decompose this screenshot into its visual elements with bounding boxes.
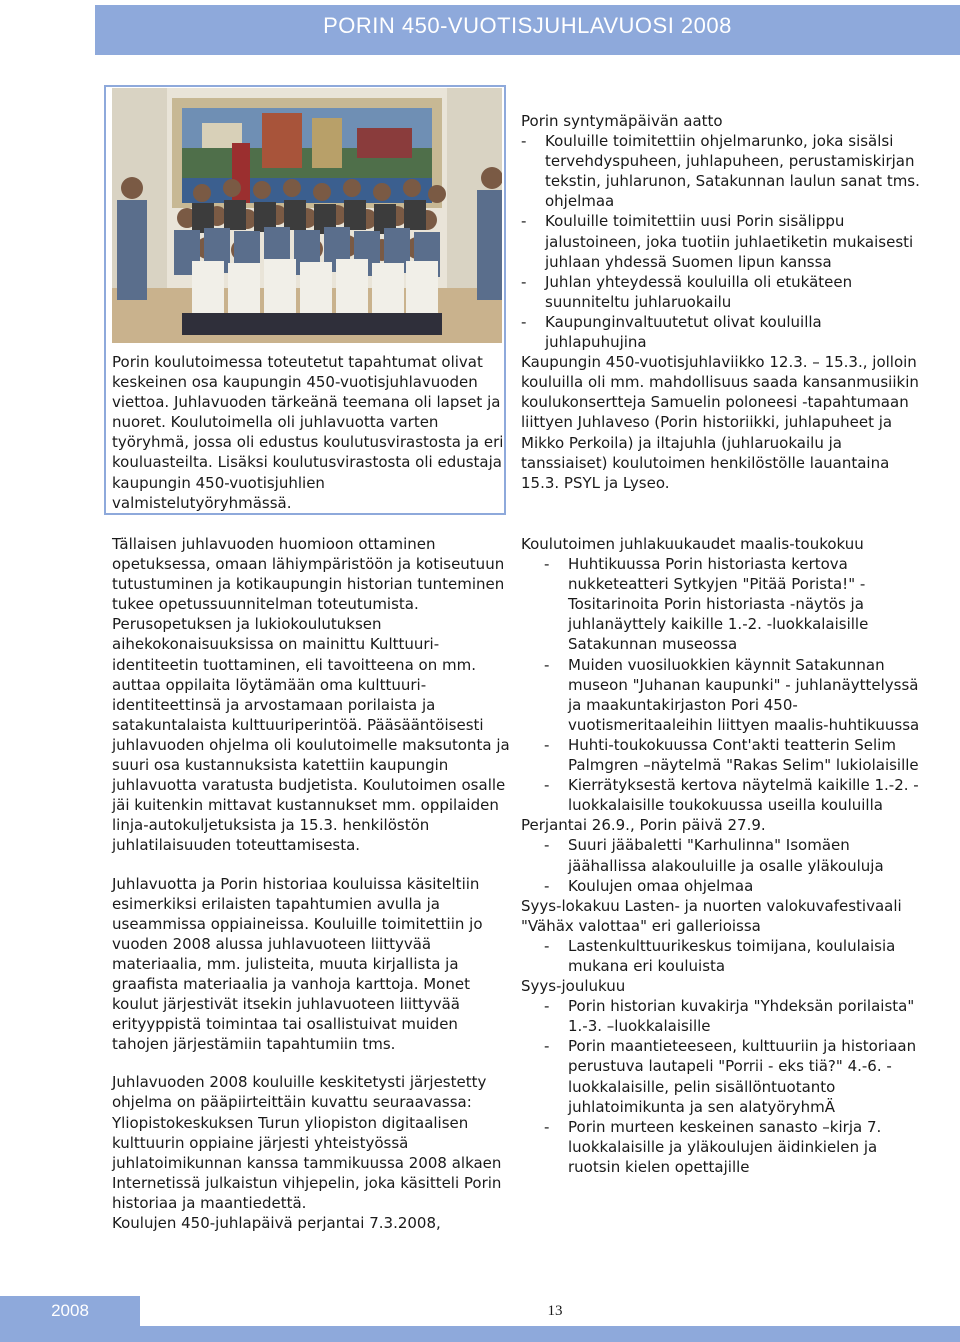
section-title-aatto: Porin syntymäpäivän aatto bbox=[521, 112, 723, 130]
page-header bbox=[95, 5, 960, 55]
right-column-top bbox=[521, 111, 921, 493]
left-column bbox=[112, 534, 512, 1233]
section-title-valokuvafestivaali: Syys-lokakuu Lasten- ja nuorten valokuvafestivaali "Vähäx valottaa" eri gallerioissa bbox=[521, 896, 902, 935]
paragraph-2: Juhlavuotta ja Porin historiaa kouluissa käsiteltiin esimerkiksi erilaisten tapahtumien avulla ja useammissa oppiaineissa. Kouluille toimitettiin jo vuoden 2008 alussa juhlavuoteen liittyvää materiaalia, mm. julisteita, muuta kirjallista ja graafista materiaalia ja vanhoja karttoja. Monet koulut järjestivät itsekin juhlavuoteen liittyvää erityyppistä toimintaa tai osallistuivat muiden tahojen järjestämiin tapahtumiin tms. bbox=[112, 874, 483, 1054]
list-item: - Muiden vuosiluokkien käynnit Satakunnan museon "Juhanan kaupunki" - juhlanäyttelyssä ja maakuntakirjaston Pori 450-vuotismeritaaleihin liittyen maalis-huhtikuussa bbox=[544, 655, 920, 734]
list-item: - Juhlan yhteydessä kouluilla oli etukäteen suunniteltu juhlaruokailu bbox=[521, 272, 853, 311]
list-item: - Huhtikuussa Porin historiasta kertova nukketeatteri Sytkyjen "Pitää Porista!" - Tositarinoita Porin historiasta -näytös ja juhlanäyttely kaikille 1.-2. -luokkalaisille Satakunnan museossa bbox=[544, 555, 869, 654]
paragraph-5: Koulujen 450-juhlapäivä perjantai 7.3.2008, bbox=[112, 1214, 441, 1232]
list-item: - Huhti-toukokuussa Cont'akti teatterin Selim Palmgren –näytelmä "Rakas Selim" lukiolaisille bbox=[544, 735, 919, 775]
list-item: - Porin murteen keskeinen sanasto –kirja 7. luokkalaisille ja yläkoulujen äidinkielen ja ruotsin kielen opettajille bbox=[544, 1117, 882, 1176]
section-title-kuukaudet: Koulutoimen juhlakuukaudet maalis-toukokuu bbox=[521, 535, 864, 553]
paragraph-3: Juhlavuoden 2008 kouluille keskitetysti järjestetty ohjelma on pääpiirteittäin kuvattu seuraavassa: bbox=[112, 1073, 487, 1112]
footer-year: 2008 bbox=[51, 1301, 89, 1320]
list-item: - Porin maantieteeseen, kulttuuriin ja historiaan perustuva lautapeli "Porrii - eks tiä?" 4.-6. -luokkalaisille, pelin sisällöntuotanto juhlatoimikunta ja sen alatyöryhmÄ bbox=[544, 1037, 917, 1116]
list-item: - Porin historian kuvakirja "Yhdeksän porilaista" 1.-3. –luokkalaisille bbox=[544, 997, 915, 1036]
list-item: - Kaupunginvaltuutetut olivat kouluilla juhlapuhujina bbox=[521, 312, 822, 352]
paragraph-week: Kaupungin 450-vuotisjuhlaviikko 12.3. – 15.3., jolloin kouluilla oli mm. mahdollisuus saada kansanmusiikin koulukonsertteja Samuelin poloneesi -tapahtumaan liittyen Juhlaveso (Porin historiikki, juhlapuheet ja Mikko Perkoila) ja iltajuhla (juhlaruokailu ja tanssiaiset) koulutoimen henkilöstölle lauantaina 15.3. PSYL ja Lyseo. bbox=[521, 353, 919, 492]
list-item: - Koulujen omaa ohjelmaa bbox=[544, 876, 754, 895]
page-number: 13 bbox=[547, 1303, 563, 1319]
list-item: - Kouluille toimitettiin uusi Porin sisälippu jalustoineen, joka tuotiin juhlaetiketin mukaisesti juhlaan yhdessä Suomen lipun kanssa bbox=[521, 212, 914, 271]
list-item: - Lastenkulttuurikeskus toimijana, koululaisia mukana eri kouluista bbox=[544, 936, 896, 975]
paragraph-1: Tällaisen juhlavuoden huomioon ottaminen opetuksessa, omaan lähiympäristöön ja kotiseutuun tutustuminen ja kotikaupungin historian tunteminen tukee opetussuunnitelman toteutumista. Perusopetuksen ja lukiokoulutuksen aihekokonaisuuksissa on mainittu Kulttuuri-identiteetin tuottaminen, eli tavoitteena on mm. auttaa oppilaita löytämään oma kulttuuri-identiteettinsä ja arvostamaan porilaista ja satakuntalaista kulttuuriperintöä. Pääsääntöisesti juhlavuoden ohjelma oli koulutoimelle maksutonta ja suuri osa kustannuksista katettiin kaupungin juhlavuotta varatusta budjetista. Koulutoimen osalle jäi kuitenkin mittavat kustannukset mm. oppilaiden linja-autokuljetuksista ja 15.3. henkilöstön juhlatilaisuuden toteuttamisesta. bbox=[112, 535, 510, 855]
intro-paragraph: Porin koulutoimessa toteutetut tapahtumat olivat keskeinen osa kaupungin 450-vuotisjuhlavuoden viettoa. Juhlavuoden tärkeänä teemana oli lapset ja nuoret. Koulutoimella oli juhlavuotta varten työryhmä, jossa oli edustus koulutusvirastosta ja eri kouluasteilta. Lisäksi koulutusvirastosta oli edustaja kaupungin 450-vuotisjuhlien valmistelutyöryhmässä. bbox=[112, 353, 504, 512]
paragraph-4: Yliopistokeskuksen Turun yliopiston digitaalisen kulttuurin oppiaine järjesti yhteistyössä juhlatoimikunnan kanssa tammikuussa 2008 alkaen Internetissä julkaistun vihjepelin, joka käsitteli Porin historiaa ja maantiedettä. bbox=[112, 1113, 502, 1212]
section-title-syys-joulukuu: Syys-joulukuu bbox=[521, 977, 626, 996]
list-item: - Suuri jääbaletti "Karhulinna" Isomäen jäähallissa alakouluille ja osalle yläkouluja bbox=[544, 836, 884, 875]
list-item: - Kouluille toimitettiin ohjelmarunko, joka sisälsi tervehdyspuheen, juhlapuheen, perustamiskirjan tekstin, juhlarunon, Satakunnan laulun sanat tms. ohjelmaa bbox=[521, 132, 920, 211]
section-title-porin-paiva: Perjantai 26.9., Porin päivä 27.9. bbox=[521, 816, 766, 835]
group-photo-icon bbox=[112, 88, 502, 343]
header-title: PORIN 450-VUOTISJUHLAVUOSI 2008 bbox=[323, 13, 732, 38]
right-column-bottom bbox=[521, 534, 921, 1177]
list-item: - Kierrätyksestä kertova näytelmä kaikille 1.-2. -luokkalaisille toukokuussa useilla kouluilla bbox=[544, 776, 919, 815]
intro-column bbox=[112, 352, 507, 513]
